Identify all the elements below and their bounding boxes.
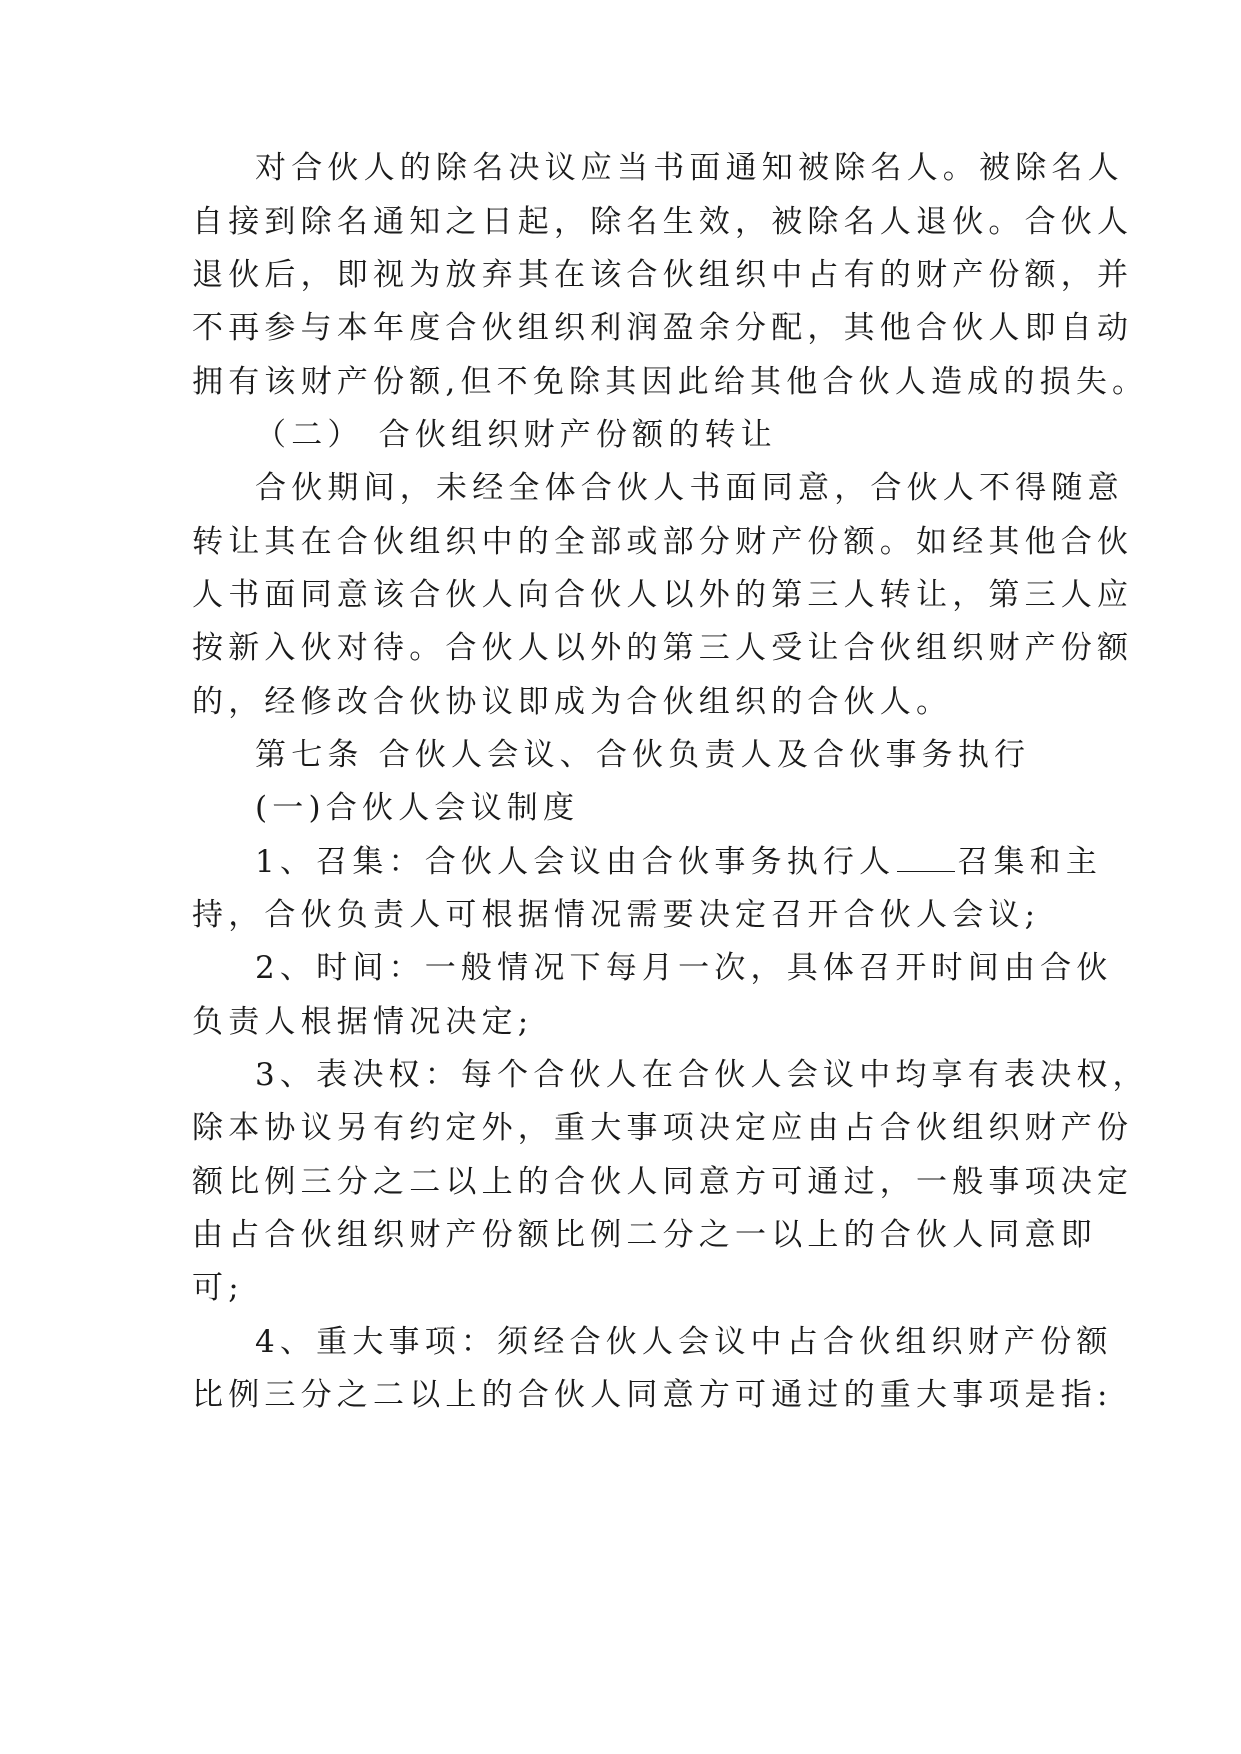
paragraph-line — [255, 842, 1103, 882]
paragraph-line: 负责人根据情况决定; — [192, 1004, 534, 1040]
paragraph-line: 自接到除名通知之日起，除名生效，被除名人退伙。合伙人 — [192, 204, 1134, 240]
fill-in-blank — [897, 843, 955, 872]
paragraph-line: 由占合伙组织财产份额比例二分之一以上的合伙人同意即 — [192, 1217, 1097, 1253]
paragraph-line: 不再参与本年度合伙组织利润盈余分配，其他合伙人即自动 — [192, 310, 1134, 346]
paragraph-line: 比例三分之二以上的合伙人同意方可通过的重大事项是指: — [192, 1377, 1113, 1413]
paragraph-line: 对合伙人的除名决议应当书面通知被除名人。被除名人 — [255, 150, 1124, 186]
clause-text: 1、召集：合伙人会议由合伙事务执行人 — [255, 844, 896, 880]
paragraph-line: 3、表决权：每个合伙人在合伙人会议中均享有表决权， — [255, 1057, 1149, 1093]
paragraph-line: 持，合伙负责人可根据情况需要决定召开合伙人会议; — [192, 897, 1041, 933]
paragraph-line: 拥有该财产份额,但不免除其因此给其他合伙人造成的损失。 — [192, 364, 1149, 400]
paragraph-line: 合伙期间，未经全体合伙人书面同意，合伙人不得随意 — [255, 470, 1124, 506]
paragraph-line: 4、重大事项：须经合伙人会议中占合伙组织财产份额 — [255, 1324, 1113, 1360]
paragraph-line: 转让其在合伙组织中的全部或部分财产份额。如经其他合伙 — [192, 524, 1134, 560]
clause-text: 召集和主 — [957, 844, 1103, 880]
paragraph-line: 2、时间：一般情况下每月一次，具体召开时间由合伙 — [255, 950, 1113, 986]
paragraph-line: 按新入伙对待。合伙人以外的第三人受让合伙组织财产份额 — [192, 630, 1134, 666]
paragraph-line: 的，经修改合伙协议即成为合伙组织的合伙人。 — [192, 684, 953, 720]
paragraph-line: 额比例三分之二以上的合伙人同意方可通过，一般事项决定 — [192, 1164, 1134, 1200]
paragraph-line: 退伙后，即视为放弃其在该合伙组织中占有的财产份额，并 — [192, 257, 1134, 293]
paragraph-line: 可; — [192, 1270, 244, 1306]
section-heading: （二） 合伙组织财产份额的转让 — [255, 417, 777, 453]
paragraph-line: 人书面同意该合伙人向合伙人以外的第三人转让，第三人应 — [192, 577, 1134, 613]
subsection-heading: (一)合伙人会议制度 — [255, 790, 580, 826]
article-heading: 第七条 合伙人会议、合伙负责人及合伙事务执行 — [255, 737, 1031, 773]
paragraph-line: 除本协议另有约定外，重大事项决定应由占合伙组织财产份 — [192, 1110, 1134, 1146]
